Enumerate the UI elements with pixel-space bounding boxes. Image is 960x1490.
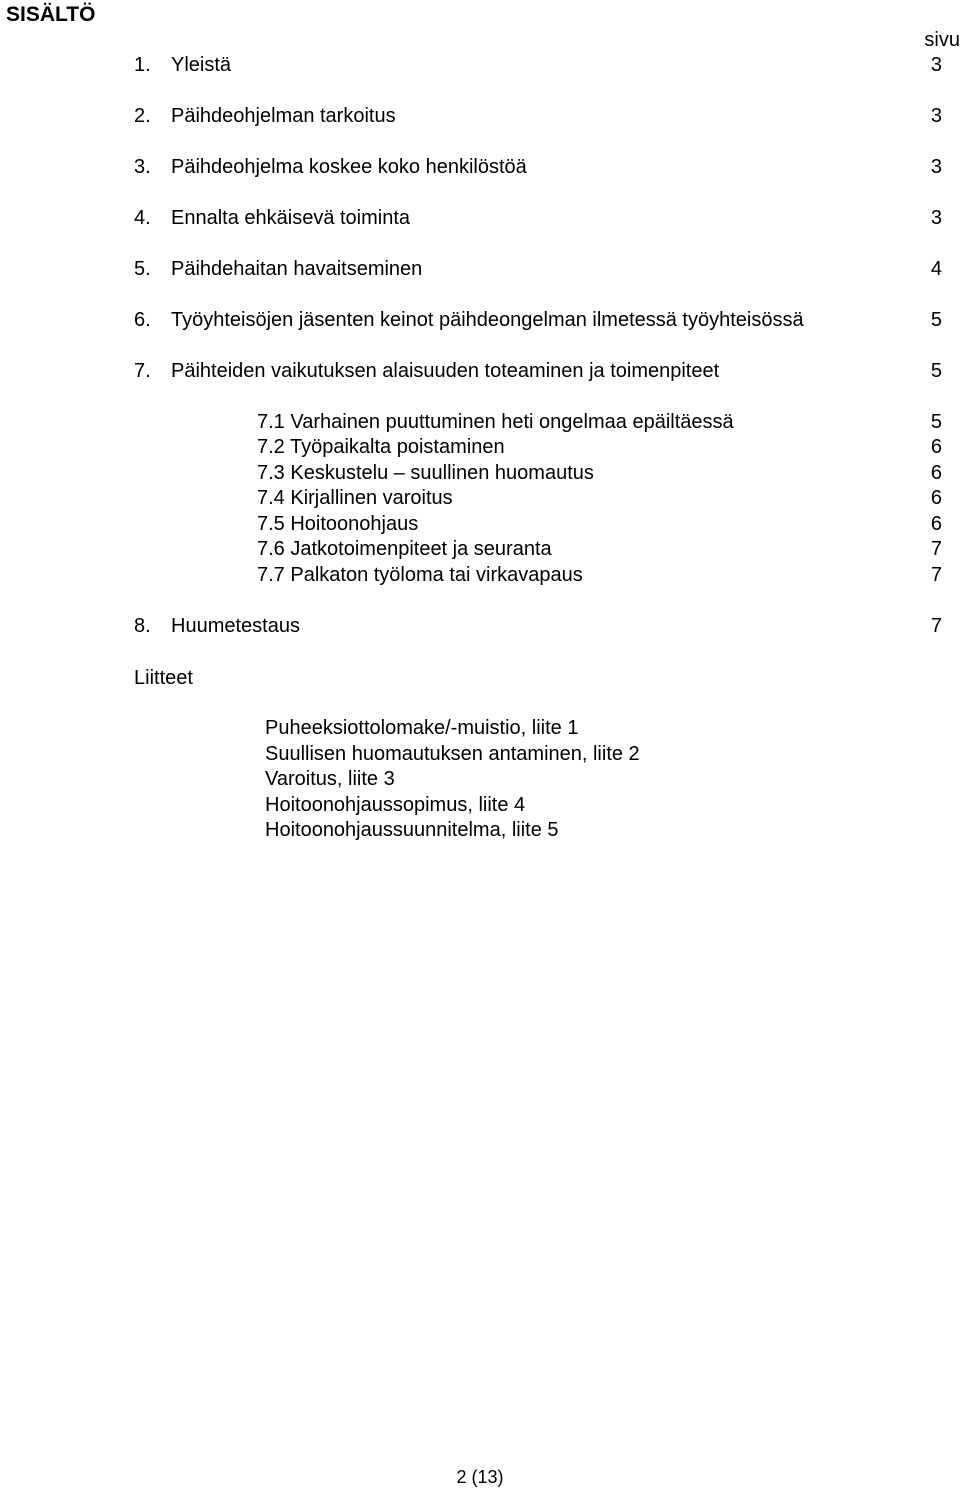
entry-number: 4. [134,207,151,229]
subentry-page: 5 [930,411,942,433]
entry-label: Työyhteisöjen jäsenten keinot päihdeongelman ilmetessä työyhteisössä [171,309,804,331]
toc-entry [134,613,942,639]
entry-page: 3 [930,207,942,229]
entry-label: Päihdeohjelman tarkoitus [171,105,396,127]
attachment-item: Suullisen huomautuksen antaminen, liite 2 [265,743,640,765]
toc-title: SISÄLTÖ [6,3,96,26]
entry-number: 7. [134,360,151,382]
toc-entry [134,256,942,282]
entry-number: 5. [134,258,151,280]
entry-page: 3 [930,105,942,127]
entry-number: 2. [134,105,151,127]
toc-subentry [257,536,942,562]
attachment-item: Hoitoonohjaussuunnitelma, liite 5 [265,819,559,841]
toc-subentry [257,562,942,588]
page-number-footer: 2 (13) [456,1467,504,1487]
entry-label: Huumetestaus [171,615,300,637]
entry-number: 1. [134,54,151,76]
subentry-page: 7 [930,538,942,560]
subentry-page: 7 [930,564,942,586]
entry-label: Yleistä [171,54,232,76]
toc-entry [134,103,942,129]
attachment-item: Varoitus, liite 3 [265,768,395,790]
entry-number: 8. [134,615,151,637]
subentry-label: 7.3 Keskustelu – suullinen huomautus [257,462,594,484]
entry-page: 5 [930,309,942,331]
toc-entry [134,358,942,384]
subentry-page: 6 [930,513,942,535]
subentry-label: 7.7 Palkaton työloma tai virkavapaus [257,564,583,586]
attachment-item: Hoitoonohjaussopimus, liite 4 [265,794,526,816]
entry-label: Päihdeohjelma koskee koko henkilöstöä [171,156,527,178]
subentry-label: 7.5 Hoitoonohjaus [257,513,419,535]
entry-page: 3 [930,156,942,178]
toc-subentry [257,434,942,460]
entry-page: 3 [930,54,942,76]
subentry-label: 7.1 Varhainen puuttuminen heti ongelmaa epäiltäessä [257,411,734,433]
toc-entry [134,52,942,78]
toc-entry [134,307,942,333]
entry-label: Ennalta ehkäisevä toiminta [171,207,411,229]
subentry-label: 7.2 Työpaikalta poistaminen [257,436,505,458]
subentry-page: 6 [930,487,942,509]
entry-label: Päihteiden vaikutuksen alaisuuden toteaminen ja toimenpiteet [171,360,720,382]
entry-page: 4 [930,258,942,280]
toc-subentry [257,485,942,511]
toc-subentry [257,409,942,435]
entry-page: 5 [930,360,942,382]
entry-page: 7 [930,615,942,637]
subentry-page: 6 [930,436,942,458]
toc-entry [134,205,942,231]
toc-subentry [257,511,942,537]
attachment-item: Puheeksiottolomake/-muistio, liite 1 [265,717,579,739]
entry-number: 6. [134,309,151,331]
subentry-label: 7.6 Jatkotoimenpiteet ja seuranta [257,538,552,560]
entry-number: 3. [134,156,151,178]
attachments-heading: Liitteet [134,667,193,689]
toc-entry [134,154,942,180]
subentry-label: 7.4 Kirjallinen varoitus [257,487,453,509]
page-column-label: sivu [924,29,960,51]
subentry-page: 6 [930,462,942,484]
entry-label: Päihdehaitan havaitseminen [171,258,423,280]
toc-subentry [257,460,942,486]
